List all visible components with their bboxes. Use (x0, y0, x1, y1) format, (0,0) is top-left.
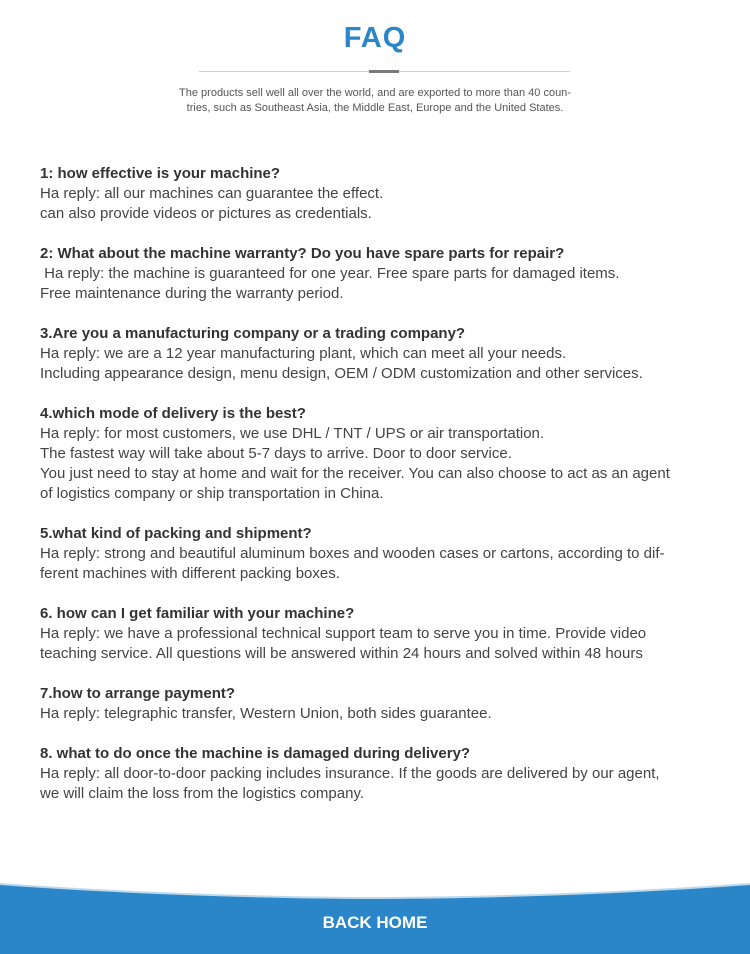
faq-answer-line: Ha reply: all our machines can guarantee the effect. (40, 185, 384, 202)
faq-answer-line: of logistics company or ship transportation in China. (40, 485, 384, 502)
faq-answer-line: You just need to stay at home and wait for the receiver. You can also choose to act as an agent (40, 465, 670, 482)
faq-answer-line: teaching service. All questions will be answered within 24 hours and solved within 48 hours (40, 645, 643, 662)
faq-item-6 (40, 604, 730, 664)
faq-question: 3.Are you a manufacturing company or a trading company? (40, 325, 466, 342)
faq-answer-line: Including appearance design, menu design, OEM / ODM customization and other services. (40, 365, 643, 382)
faq-item-4 (40, 404, 730, 504)
intro-line: The products sell well all over the world, and are exported to more than 40 coun- (179, 87, 571, 99)
footer-banner (0, 862, 750, 954)
faq-answer-line: Free maintenance during the warranty period. (40, 285, 344, 302)
title-accent-bar (369, 70, 399, 73)
faq-answer-line: Ha reply: telegraphic transfer, Western Union, both sides guarantee. (40, 705, 492, 722)
faq-answer-line: Ha reply: we are a 12 year manufacturing plant, which can meet all your needs. (40, 345, 567, 362)
faq-answer-line: we will claim the loss from the logistics company. (40, 785, 364, 802)
faq-answer-line: can also provide videos or pictures as credentials. (40, 205, 372, 222)
faq-answer-line: Ha reply: the machine is guaranteed for one year. Free spare parts for damaged items. (40, 265, 620, 282)
faq-item-1 (40, 164, 730, 224)
intro-text (140, 86, 610, 116)
faq-question: 6. how can I get familiar with your machine? (40, 605, 355, 622)
footer-wave-shape (0, 862, 750, 954)
faq-item-2 (40, 244, 730, 304)
faq-item-5 (40, 524, 730, 584)
faq-question: 8. what to do once the machine is damaged during delivery? (40, 745, 471, 762)
faq-question: 7.how to arrange payment? (40, 685, 236, 702)
faq-answer-line: Ha reply: all door-to-door packing includes insurance. If the goods are delivered by our agent, (40, 765, 660, 782)
faq-item-7 (40, 684, 730, 724)
faq-answer-line: ferent machines with different packing boxes. (40, 565, 340, 582)
faq-answer-line: Ha reply: we have a professional technical support team to serve you in time. Provide video (40, 625, 647, 642)
intro-line: tries, such as Southeast Asia, the Middle East, Europe and the United States. (186, 102, 564, 114)
faq-question: 5.what kind of packing and shipment? (40, 525, 312, 542)
faq-question: 1: how effective is your machine? (40, 165, 281, 182)
faq-item-8 (40, 744, 730, 804)
faq-answer-line: Ha reply: for most customers, we use DHL / TNT / UPS or air transportation. (40, 425, 545, 442)
faq-question: 2: What about the machine warranty? Do you have spare parts for repair? (40, 245, 565, 262)
faq-question: 4.which mode of delivery is the best? (40, 405, 306, 422)
faq-answer-line: Ha reply: strong and beautiful aluminum boxes and wooden cases or cartons, according to dif- (40, 545, 665, 562)
faq-list (40, 164, 730, 824)
faq-answer-line: The fastest way will take about 5-7 days to arrive. Door to door service. (40, 445, 512, 462)
back-home-button[interactable]: BACK HOME (322, 913, 428, 932)
faq-item-3 (40, 324, 730, 384)
page-title: FAQ (343, 22, 407, 54)
